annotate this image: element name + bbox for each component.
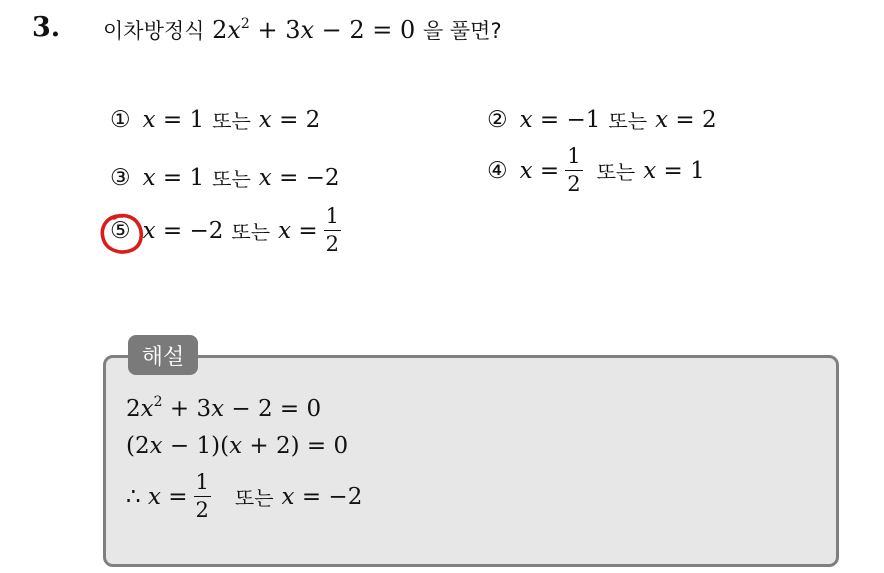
- question-prefix: 이차방정식: [103, 19, 205, 43]
- choice-lhs: x = 1: [142, 164, 205, 191]
- choice-number: ⑤: [110, 217, 131, 244]
- line3-fraction: [194, 472, 211, 521]
- question-number: 3.: [32, 12, 61, 43]
- line3-conj: 또는: [234, 486, 274, 510]
- line1-rest: + 3x − 2 = 0: [162, 396, 322, 422]
- choice-conj: 또는: [212, 109, 251, 133]
- choice-lhs-fraction: [565, 146, 582, 195]
- question-suffix: 을 풀면?: [422, 19, 502, 43]
- choice-4[interactable]: [487, 146, 705, 195]
- fraction-numerator: 1: [565, 146, 582, 171]
- choice-rhs: x =: [278, 217, 318, 244]
- solution-line-1: [126, 396, 321, 422]
- choice-rhs: x = 2: [655, 106, 717, 133]
- choice-number: ②: [487, 106, 508, 133]
- choice-conj: 또는: [231, 220, 271, 244]
- choice-number: ①: [110, 106, 131, 133]
- solution-line-2: (2x − 1)(x + 2) = 0: [126, 433, 349, 459]
- choice-rhs: x = 2: [258, 106, 321, 133]
- choice-lhs: x = −2: [142, 217, 224, 244]
- choice-conj: 또는: [608, 109, 648, 133]
- line3-rhs: x = −2: [281, 483, 363, 510]
- fraction-denominator: 2: [567, 172, 581, 196]
- choice-rhs: x = 1: [643, 157, 705, 184]
- choice-rhs: x = −2: [258, 164, 340, 191]
- line1-exponent: 2: [153, 394, 163, 410]
- choice-conj: 또는: [212, 167, 251, 191]
- solution-box: [103, 355, 839, 567]
- line3-prefix: ∴ x =: [126, 483, 188, 510]
- answer-circle-mark: [98, 212, 146, 257]
- choice-lhs: x = 1: [142, 106, 205, 133]
- choice-number: ③: [110, 164, 131, 191]
- line1-coef: 2x: [126, 396, 154, 422]
- question-text: [103, 15, 502, 45]
- choice-lhs: x = −1: [519, 106, 601, 133]
- question-equation: [212, 16, 415, 44]
- fraction-numerator: 1: [324, 206, 341, 231]
- choice-1[interactable]: [110, 105, 320, 134]
- choice-number: ④: [487, 157, 508, 184]
- choice-2[interactable]: [487, 105, 717, 134]
- fraction-denominator: 2: [325, 232, 340, 256]
- choice-3[interactable]: [110, 163, 340, 192]
- solution-line-3: [126, 472, 362, 521]
- choice-rhs-fraction: [324, 206, 341, 255]
- solution-tag: 해설: [128, 335, 198, 375]
- fraction-numerator: 1: [194, 472, 211, 497]
- equation-coef: 2x: [212, 16, 241, 44]
- equation-exponent: 2: [240, 16, 250, 32]
- equation-rest: + 3x − 2 = 0: [249, 16, 416, 44]
- choice-lhs: x =: [519, 157, 560, 184]
- choice-conj: 또는: [596, 160, 636, 184]
- fraction-denominator: 2: [195, 498, 209, 522]
